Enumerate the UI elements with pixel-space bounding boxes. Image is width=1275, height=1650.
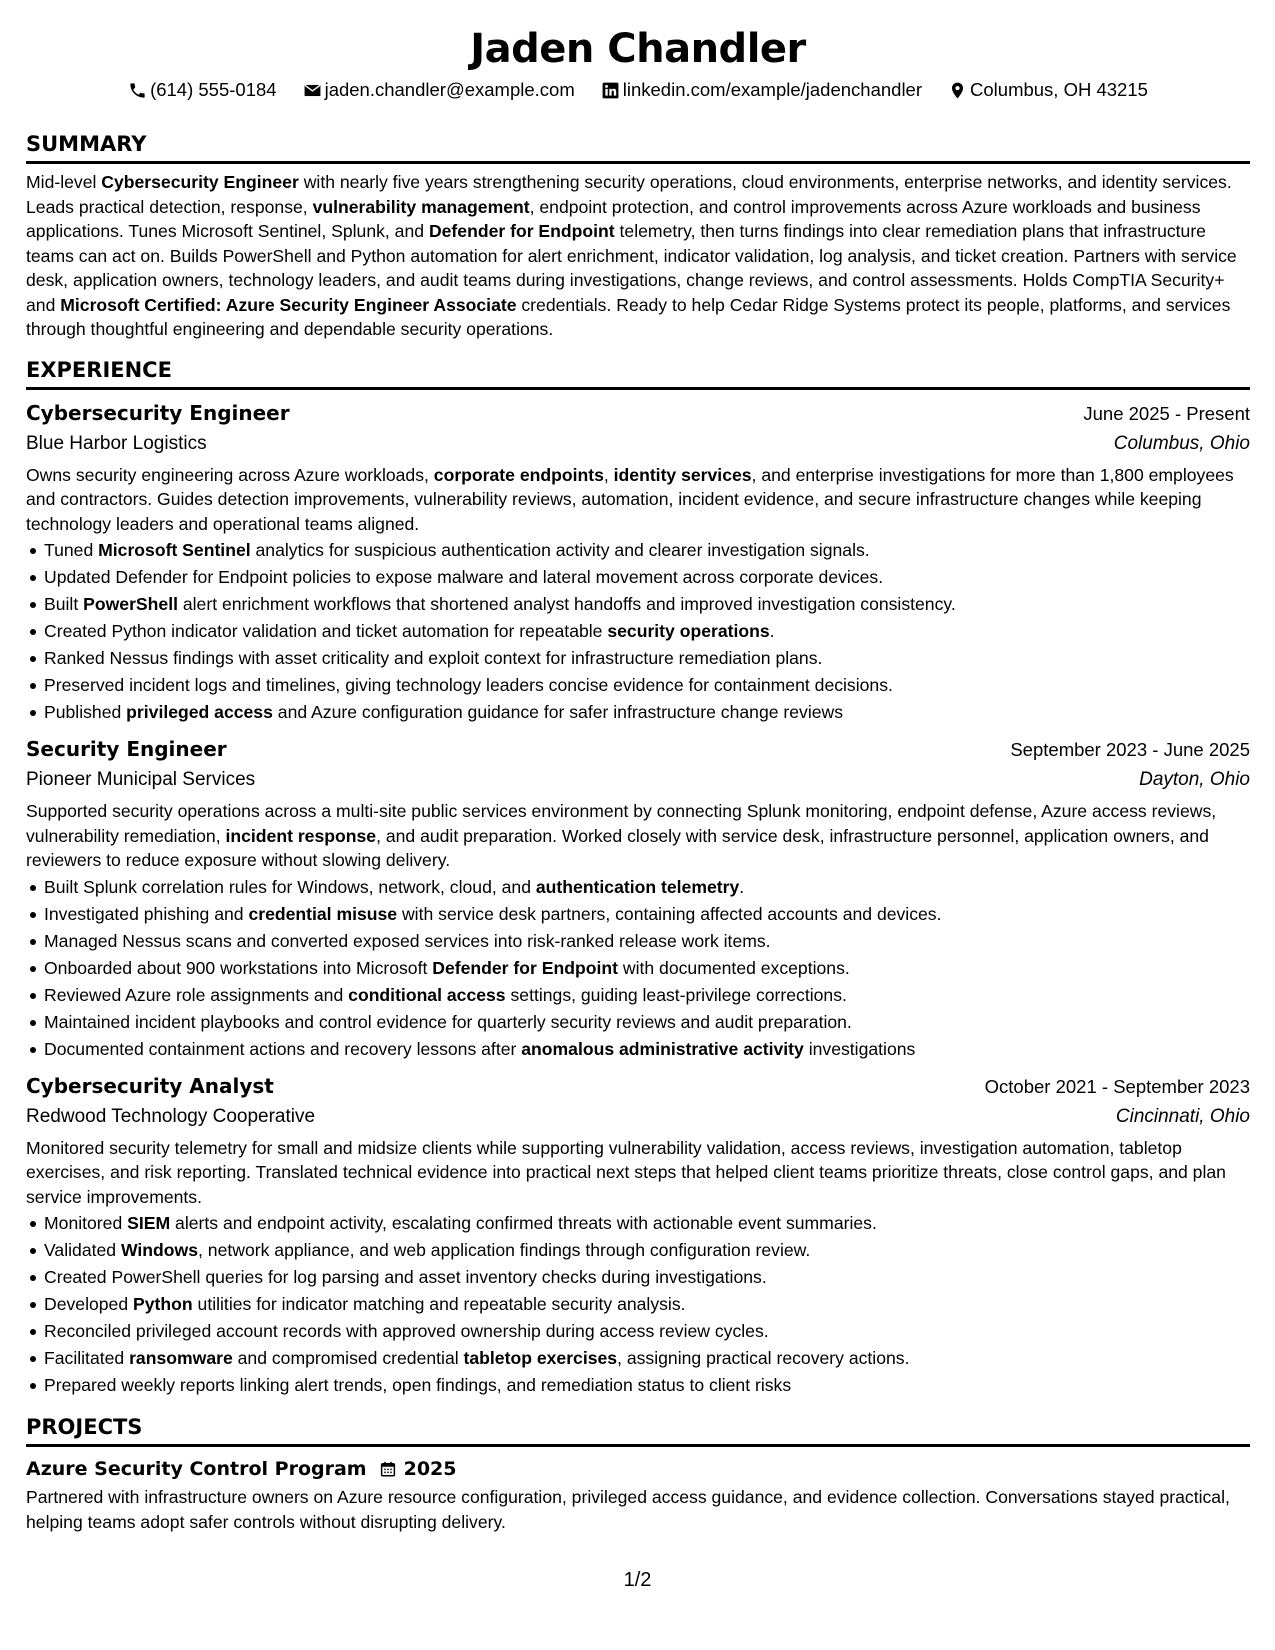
job-description-text: Monitored security telemetry for small and midsize clients while supporting vulnerability validation, access reviews, investigation automation, tabletop exercises, and risk reporting. Translated technical evidence into practical next steps that helped client teams prioritize threats, close control gaps, and plan service improvements. xyxy=(26,1137,1226,1207)
phone-text: (614) 555-0184 xyxy=(150,79,277,100)
bullet-emphasis: Python xyxy=(133,1294,193,1314)
job-description-text: Supported security operations across a multi-site public services environment by connecting Splunk monitoring, endpoint defense, Azure access reviews, vulnerability remediation, xyxy=(26,801,1217,846)
job-company: Pioneer Municipal Services xyxy=(26,769,256,790)
bullet-text: Prepared weekly reports linking alert trends, open findings, and remediation status to client risks xyxy=(44,1375,792,1395)
bullet-text: . xyxy=(769,621,775,641)
bullet-text: Validated xyxy=(44,1240,121,1260)
bullet-text: Created Python indicator validation and ticket automation for repeatable xyxy=(44,621,608,641)
bullet-text: investigations xyxy=(803,1038,916,1059)
job-description-emphasis: identity services xyxy=(613,464,752,485)
project-list xyxy=(26,1455,1250,1534)
job-bullet-list xyxy=(26,1210,1250,1399)
summary-emphasis: vulnerability management xyxy=(312,196,530,217)
job-entry xyxy=(26,398,1250,727)
job-description-emphasis: incident response xyxy=(225,825,377,846)
project-description: Partnered with infrastructure owners on Azure resource configuration, privileged access guidance, and evidence collection. Conversations stayed practical, helping teams adopt safer controls without disrupting delivery. xyxy=(26,1487,1230,1532)
bullet-text: Managed Nessus scans and converted exposed services into risk-ranked release work items. xyxy=(44,930,771,951)
bullet-text: and Azure configuration guidance for safer infrastructure change reviews xyxy=(272,702,844,722)
section-title-experience: EXPERIENCE xyxy=(26,356,1250,390)
bullet-item xyxy=(26,699,1250,726)
bullet-emphasis: tabletop exercises xyxy=(463,1348,618,1368)
project-year: 2025 xyxy=(403,1458,457,1480)
bullet-item xyxy=(26,1291,1250,1318)
contact-bar xyxy=(26,78,1250,102)
email-text[interactable]: jaden.chandler@example.com xyxy=(324,79,575,100)
job-company-row xyxy=(26,765,1250,795)
experience-list xyxy=(26,398,1250,1400)
page-number: 1/2 xyxy=(623,1569,652,1591)
bullet-text: and compromised credential xyxy=(232,1348,464,1368)
bullet-item xyxy=(26,1009,1250,1036)
bullet-emphasis: privileged access xyxy=(126,702,273,722)
bullet-emphasis: ransomware xyxy=(129,1348,233,1368)
location-text: Columbus, OH 43215 xyxy=(970,79,1148,100)
job-location: Dayton, Ohio xyxy=(1139,769,1250,790)
resume-page xyxy=(26,22,1250,1534)
bullet-text: Facilitated xyxy=(44,1348,130,1368)
bullet-text: . xyxy=(739,876,745,897)
phone-icon xyxy=(128,81,147,100)
summary-text: with nearly five years strengthening security operations, cloud environments, enterprise networks, and identity services. Leads practical detection, response, xyxy=(26,172,1232,217)
summary-text: , endpoint protection, and control improvements across Azure workloads and business applications. Tunes Microsoft Sentinel, Splunk, and xyxy=(26,196,1201,241)
job-description xyxy=(26,463,1250,537)
job-description-text: , and audit preparation. Worked closely with service desk, infrastructure personnel, application owners, and reviewers to reduce exposure without slowing delivery. xyxy=(26,825,1209,870)
bullet-item xyxy=(26,901,1250,928)
bullet-text: Onboarded about 900 workstations into Microsoft xyxy=(44,957,433,978)
projects-section xyxy=(26,1413,1250,1534)
bullet-text: analytics for suspicious authentication activity and clearer investigation signals. xyxy=(250,540,870,560)
bullet-text: alert enrichment workflows that shortened analyst handoffs and improved investigation consistency. xyxy=(177,594,956,614)
job-header-row xyxy=(26,1071,1250,1102)
bullet-item xyxy=(26,618,1250,645)
job-company-row xyxy=(26,1102,1250,1132)
bullet-item xyxy=(26,1264,1250,1291)
project-entry xyxy=(26,1455,1250,1534)
bullet-item xyxy=(26,645,1250,672)
bullet-text: Maintained incident playbooks and control evidence for quarterly security reviews and audit preparation. xyxy=(44,1011,852,1032)
bullet-item xyxy=(26,1345,1250,1372)
bullet-item xyxy=(26,1210,1250,1237)
envelope-icon xyxy=(303,81,322,100)
bullet-text: with documented exceptions. xyxy=(617,957,850,978)
bullet-item xyxy=(26,591,1250,618)
summary-section xyxy=(26,130,1250,342)
bullet-item xyxy=(26,1237,1250,1264)
map-pin-icon xyxy=(948,81,967,100)
bullet-item xyxy=(26,672,1250,699)
bullet-item xyxy=(26,537,1250,564)
job-description-text: , xyxy=(603,464,614,485)
job-description xyxy=(26,799,1250,873)
calendar-icon xyxy=(367,1460,404,1478)
job-title: Security Engineer xyxy=(26,737,227,761)
summary-emphasis: Microsoft Certified: Azure Security Engineer Associate xyxy=(60,294,517,315)
job-bullet-list xyxy=(26,537,1250,726)
bullet-emphasis: authentication telemetry xyxy=(535,876,740,897)
job-title: Cybersecurity Analyst xyxy=(26,1073,274,1098)
bullet-emphasis: conditional access xyxy=(348,984,506,1005)
bullet-text: Preserved incident logs and timelines, giving technology leaders concise evidence for containment decisions. xyxy=(44,675,893,695)
bullet-text: Monitored xyxy=(44,1213,128,1233)
bullet-emphasis: Microsoft Sentinel xyxy=(98,540,251,560)
experience-section xyxy=(26,356,1250,1400)
project-name: Azure Security Control Program xyxy=(26,1458,367,1480)
candidate-name: Jaden Chandler xyxy=(470,26,806,72)
bullet-text: , assigning practical recovery actions. xyxy=(617,1348,910,1368)
bullet-emphasis: PowerShell xyxy=(83,594,178,614)
job-title: Cybersecurity Engineer xyxy=(26,400,290,425)
bullet-text: Created PowerShell queries for log parsing and asset inventory checks during investigations. xyxy=(44,1267,767,1287)
job-dates: October 2021 - September 2023 xyxy=(984,1075,1250,1097)
job-dates: June 2025 - Present xyxy=(1083,402,1250,424)
bullet-text: Ranked Nessus findings with asset criticality and exploit context for infrastructure remediation plans. xyxy=(44,648,823,668)
bullet-text: Built xyxy=(44,594,84,614)
job-description-text: Owns security engineering across Azure workloads, xyxy=(26,464,434,485)
bullet-text: Published xyxy=(44,702,127,722)
bullet-text: settings, guiding least-privilege corrections. xyxy=(505,984,847,1005)
bullet-item xyxy=(26,1036,1250,1063)
bullet-item xyxy=(26,955,1250,982)
job-header-row xyxy=(26,734,1250,765)
linkedin-text[interactable]: linkedin.com/example/jadenchandler xyxy=(622,79,923,100)
job-location: Columbus, Ohio xyxy=(1113,432,1250,454)
bullet-item xyxy=(26,1318,1250,1345)
summary-text: Mid-level xyxy=(26,172,102,192)
summary-text: telemetry, then turns findings into clear remediation plans that infrastructure teams can act on. Builds PowerShell and Python automation for alert enrichment, indicator validation, log analysis, and ticket creation. Partners with service desk, application owners, technology leaders, and audit teams during investigations, change reviews, and control assessments. Holds CompTIA Security+ and xyxy=(26,221,1237,315)
contact-phone xyxy=(128,78,277,102)
bullet-item xyxy=(26,982,1250,1009)
bullet-emphasis: SIEM xyxy=(127,1213,171,1233)
bullet-emphasis: Defender for Endpoint xyxy=(432,957,618,978)
bullet-text: Documented containment actions and recovery lessons after xyxy=(44,1038,522,1059)
section-title-summary: SUMMARY xyxy=(26,130,1250,164)
bullet-text: Developed xyxy=(44,1294,134,1314)
bullet-item xyxy=(26,1372,1250,1399)
bullet-text: Updated Defender for Endpoint policies to expose malware and lateral movement across corporate devices. xyxy=(44,567,884,587)
bullet-text: Reconciled privileged account records with approved ownership during access review cycles. xyxy=(44,1321,769,1341)
bullet-emphasis: Windows xyxy=(120,1240,199,1260)
summary-text: credentials. Ready to help Cedar Ridge Systems protect its people, platforms, and services through thoughtful engineering and dependable security operations. xyxy=(26,294,1231,339)
summary-text xyxy=(26,170,1250,342)
summary-emphasis: Cybersecurity Engineer xyxy=(101,172,299,192)
job-description-emphasis: corporate endpoints xyxy=(433,464,604,485)
bullet-text: , network appliance, and web application findings through configuration review. xyxy=(198,1240,811,1260)
job-company: Blue Harbor Logistics xyxy=(26,432,207,454)
job-company: Redwood Technology Cooperative xyxy=(26,1105,316,1127)
contact-email[interactable] xyxy=(303,78,575,102)
bullet-text: with service desk partners, containing affected accounts and devices. xyxy=(397,903,942,924)
bullet-text: Investigated phishing and xyxy=(44,903,249,924)
bullet-text: Tuned xyxy=(44,540,99,560)
section-title-projects: PROJECTS xyxy=(26,1413,1250,1447)
bullet-emphasis: anomalous administrative activity xyxy=(521,1038,804,1059)
bullet-text: Reviewed Azure role assignments and xyxy=(44,984,349,1005)
job-bullet-list xyxy=(26,874,1250,1063)
bullet-item xyxy=(26,564,1250,591)
job-header-row xyxy=(26,398,1250,429)
job-dates: September 2023 - June 2025 xyxy=(1010,739,1250,760)
bullet-text: alerts and endpoint activity, escalating confirmed threats with actionable event summaries. xyxy=(170,1213,877,1233)
summary-emphasis: Defender for Endpoint xyxy=(428,221,615,241)
job-description-text: , and enterprise investigations for more than 1,800 employees and contractors. Guides detection improvements, vulnerability reviews, automation, incident evidence, and secure infrastructure changes while keeping technology leaders and operational teams aligned. xyxy=(26,464,1234,534)
contact-linkedin[interactable] xyxy=(601,78,922,102)
bullet-text: utilities for indicator matching and repeatable security analysis. xyxy=(192,1294,686,1314)
bullet-item xyxy=(26,928,1250,955)
bullet-emphasis: credential misuse xyxy=(248,903,398,924)
bullet-emphasis: security operations xyxy=(607,621,770,641)
job-description xyxy=(26,1136,1250,1210)
bullet-text: Built Splunk correlation rules for Windows, network, cloud, and xyxy=(44,876,536,897)
contact-location xyxy=(948,78,1148,102)
job-entry xyxy=(26,1071,1250,1400)
job-company-row xyxy=(26,429,1250,459)
job-location: Cincinnati, Ohio xyxy=(1115,1105,1250,1127)
project-header xyxy=(26,1455,1250,1483)
job-entry xyxy=(26,734,1250,1063)
bullet-item xyxy=(26,874,1250,901)
linkedin-icon xyxy=(601,81,620,100)
